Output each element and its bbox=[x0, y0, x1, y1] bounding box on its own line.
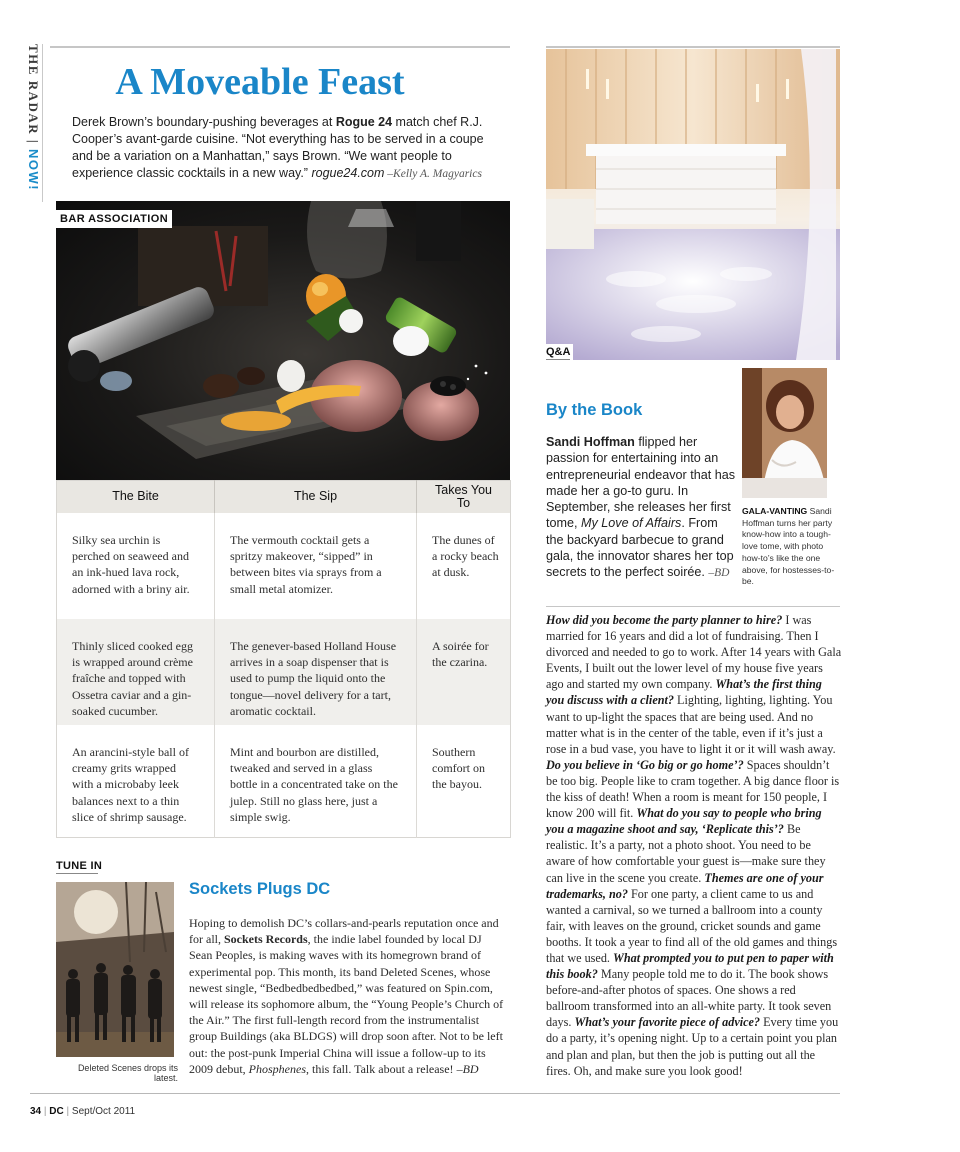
answer: Be realistic. It’s a party, not a photo shoot. You need to be aware of how comfortable your guest is—make sure they can live in the scene you create. bbox=[546, 822, 826, 885]
label-name: Sockets Records bbox=[224, 932, 308, 947]
question: Do you believe in ‘Go big or go home’? bbox=[546, 757, 744, 772]
caption-lead: GALA-VANTING bbox=[742, 506, 808, 516]
sockets-article-body: Hoping to demolish DC’s collars-and-pearls reputation once and for all, Sockets Records, the indie label founded by local DJ Sean Peoples, is making waves with its homegrown brand of experimental pop. This month, its band Deleted Scenes, whose newest single, “Bedbedbedbedbed,” was featured on Spin.com, will release its sophomore album, the “Young People’s Church of the Air.” The first full-length record from the instrumentalist group Buildings (aka BLDGS) will drop soon after. Not to be left out: the post-punk Imperial China will issue a follow-up to its 2009 debut, Phosphenes, this fall. Talk about a release! –BD bbox=[189, 916, 504, 1076]
bar-association-label: BAR ASSOCIATION bbox=[56, 210, 172, 228]
top-rule-right bbox=[546, 46, 840, 48]
party-photo bbox=[546, 49, 840, 360]
feast-intro: Derek Brown’s boundary-pushing beverages at Rogue 24 match chef R.J. Cooper’s avant-garde cuisine. “Not everything has to be served in a coupe and be a variation on a Manhattan,” says Brown. “We want people to experience classic cocktails in a new way.” rogue24.com –Kelly A. Magyarics bbox=[72, 115, 484, 180]
magazine-name: DC bbox=[49, 1106, 64, 1117]
tune-in-label: TUNE IN bbox=[56, 860, 103, 872]
side-tab-accent: NOW! bbox=[26, 149, 41, 192]
qa-divider bbox=[546, 606, 840, 607]
footer-rule bbox=[30, 1093, 840, 1094]
feast-credit: –Kelly A. Magyarics bbox=[384, 168, 482, 180]
header-takes-you-to: Takes You To bbox=[417, 481, 511, 513]
food-tasting-illustration bbox=[56, 201, 510, 480]
bite-cell: Silky sea urchin is perched on seaweed and an ink-hued lava rock, adorned with a briny air. bbox=[72, 532, 190, 596]
sip-cell: The genever-based Holland House arrives in a soap dispenser that is used to pump the liquid onto the tongue—novel delivery for a tart, aromatic cocktail. bbox=[215, 619, 417, 725]
venue-name: Rogue 24 bbox=[335, 115, 393, 129]
sandi-hoffman-photo bbox=[742, 368, 827, 498]
white-party-illustration bbox=[546, 49, 840, 360]
side-tab-section-name: THE RADAR bbox=[26, 44, 41, 136]
answer: Every time you do a party, it’s opening night. Up to a certain point you plan and plan and plan, but then the job is putting out all the fires. Oh, and make sure you look good! bbox=[546, 1015, 839, 1078]
side-tab-label bbox=[24, 44, 42, 202]
interviewee-name: Sandi Hoffman bbox=[546, 435, 635, 449]
answer: Spaces shouldn’t be too big. People like to cram together. A big dance floor is the kiss of death! When a room is meant for 150 people, I know 200 will fit. bbox=[546, 757, 840, 821]
takes-cell: A soirée for the czarina. bbox=[417, 619, 511, 725]
header-the-bite: The Bite bbox=[57, 481, 215, 513]
band-photo bbox=[56, 882, 174, 1057]
answer: I was married for 16 years and did a lot of fundraising. Then I divorced and needed to go to work. After 14 years with Gala Events, I built out the lower level of my house five years ago and started my own company. bbox=[546, 613, 842, 692]
page-footer bbox=[30, 1106, 135, 1117]
qa-credit: –BD bbox=[708, 567, 730, 580]
qa-body bbox=[546, 612, 842, 1079]
by-the-book-headline: By the Book bbox=[546, 401, 643, 419]
top-rule-left bbox=[50, 46, 510, 48]
question: What do you say to people who bring you a magazine shoot and say, ‘Replicate this’? bbox=[546, 806, 822, 837]
takes-cell: The dunes of a rocky beach at dusk. bbox=[417, 513, 511, 619]
table-row bbox=[57, 725, 511, 838]
answer: Lighting, lighting, lighting. You want to up-light the spaces that are being used. And no matter what is in the center of the table, even if it’s just a rose in a bud vase, you have to light it or it will wash away. bbox=[546, 693, 836, 756]
answer: Many people told me to do it. The book shows before-and-after photos of spaces. One shows a red ballroom transformed into an all-white party. It took seven days. bbox=[546, 967, 832, 1030]
portrait-illustration bbox=[742, 368, 827, 498]
issue-date: Sept/Oct 2011 bbox=[71, 1106, 136, 1117]
by-the-book-intro: Sandi Hoffman flipped her passion for entertaining into an entrepreneurial endeavor that has made her a go-to guru. In September, she releases her first tome, My Love of Affairs. From the backyard barbecue to grand gala, the innovator shares her top secrets to the perfect soirée. –BD bbox=[546, 435, 736, 580]
sockets-headline: Sockets Plugs DC bbox=[189, 880, 331, 898]
section-side-tab bbox=[24, 44, 44, 202]
qa-label: Q&A bbox=[546, 344, 573, 360]
bar-association-photo bbox=[56, 201, 510, 480]
sockets-credit: –BD bbox=[456, 1061, 479, 1076]
table-row bbox=[57, 513, 511, 619]
band-photo-caption: Deleted Scenes drops its latest. bbox=[77, 1063, 178, 1083]
bite-cell: An arancini-style ball of creamy grits wrapped with a microbaby leek balances next to a thin slice of shrimp sausage. bbox=[72, 744, 189, 825]
table-row bbox=[57, 619, 511, 725]
page-number: 34 bbox=[30, 1106, 42, 1117]
answer: For one party, a client came to us and wanted a carnival, so we turned a ballroom into a county fair, with leaves on the ground, cricket sounds and game booths. It took a year to find all of the old games and things that we used. bbox=[546, 886, 838, 965]
footer-divider: | bbox=[43, 1106, 47, 1117]
feast-headline: A Moveable Feast bbox=[115, 61, 405, 103]
question: What’s your favorite piece of advice? bbox=[574, 1015, 761, 1030]
qa-label-rule bbox=[546, 359, 570, 360]
question: What’s the first thing you discuss with a client? bbox=[546, 677, 822, 708]
tune-in-rule bbox=[56, 873, 98, 874]
sandi-photo-caption: GALA-VANTING Sandi Hoffman turns her party know-how into a tough-love tome, with photo how-to’s like the one above, for hostesses-to-be. bbox=[742, 506, 835, 587]
bite-cell: Thinly sliced cooked egg is wrapped around crème fraîche and topped with Ossetra caviar and a gin-soaked cucumber. bbox=[57, 619, 215, 725]
side-tab-divider: | bbox=[26, 139, 41, 145]
venue-url[interactable]: rogue24.com bbox=[311, 166, 385, 180]
table-header-row bbox=[57, 481, 511, 513]
bite-sip-table bbox=[56, 480, 511, 838]
header-the-sip: The Sip bbox=[215, 481, 417, 513]
takes-cell: Southern comfort on the bayou. bbox=[417, 725, 511, 838]
sip-cell: Mint and bourbon are distilled, tweaked and served in a glass bottle in a concentrated take on the julep. Still no glass here, just a simple swig. bbox=[215, 725, 417, 838]
book-title: My Love of Affairs bbox=[581, 516, 682, 531]
side-tab-rule bbox=[42, 44, 43, 202]
question: How did you become the party planner to hire? bbox=[546, 613, 783, 627]
album-title: Phosphenes bbox=[248, 1061, 306, 1076]
sip-cell: The vermouth cocktail gets a spritzy makeover, “sipped” in between bites via sprays from a small metal atomizer. bbox=[215, 513, 417, 619]
question: Themes are one of your trademarks, no? bbox=[546, 870, 824, 901]
question: What prompted you to put pen to paper with this book? bbox=[546, 950, 834, 982]
band-illustration bbox=[56, 882, 174, 1057]
footer-divider: | bbox=[66, 1106, 70, 1117]
